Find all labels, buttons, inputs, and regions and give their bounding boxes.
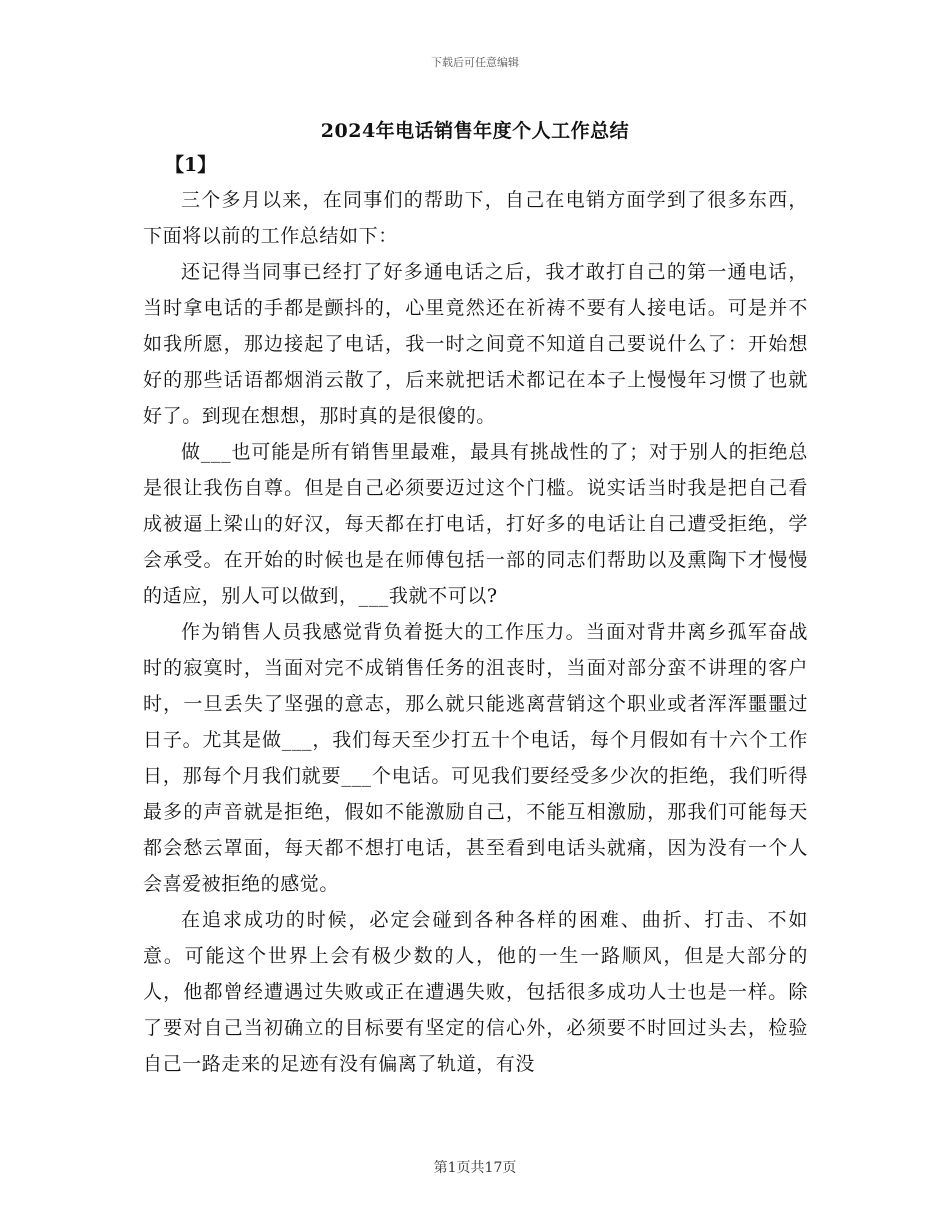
document-body bbox=[143, 182, 808, 1082]
section-marker: 【1】 bbox=[165, 154, 217, 176]
paragraph-5: 在追求成功的时候，必定会碰到各种各样的困难、曲折、打击、不如意。可能这个世界上会有极少数的人，他的一生一路顺风，但是大部分的人，他都曾经遭遇过失败或正在遭遇失败，包括很多成功人士也是一样。除了要对自己当初确立的目标要有坚定的信心外，必须要不时回过头去，检验自己一路走来的足迹有没有偏离了轨道，有没 bbox=[143, 909, 808, 1075]
paragraph-3: 做___也可能是所有销售里最难，最具有挑战性的了；对于别人的拒绝总是很让我伤自尊。但是自己必须要迈过这个门槛。说实话当时我是把自己看成被逼上梁山的好汉，每天都在打电话，打好多的电话让自己遭受拒绝，学会承受。在开始的时候也是在师傅包括一部的同志们帮助以及熏陶下才慢慢的适应，别人可以做到，___我就不可以? bbox=[143, 441, 808, 607]
page-header: 下载后可任意编辑 bbox=[431, 56, 519, 69]
page-footer: 第1页共17页 bbox=[433, 1160, 517, 1176]
paragraph-2: 还记得当同事已经打了好多通电话之后，我才敢打自己的第一通电话，当时拿电话的手都是颤抖的，心里竟然还在祈祷不要有人接电话。可是并不如我所愿，那边接起了电话，我一时之间竟不知道自己要说什么了：开始想好的那些话语都烟消云散了，后来就把话术都记在本子上慢慢年习惯了也就好了。到现在想想，那时真的是很傻的。 bbox=[143, 261, 808, 427]
paragraph-1: 三个多月以来，在同事们的帮助下，自己在电销方面学到了很多东西，下面将以前的工作总结如下： bbox=[143, 189, 808, 247]
paragraph-4: 作为销售人员我感觉背负着挺大的工作压力。当面对背井离乡孤军奋战时的寂寞时，当面对完不成销售任务的沮丧时，当面对部分蛮不讲理的客户时，一旦丢失了坚强的意志，那么就只能逃离营销这个职业或者浑浑噩噩过日子。尤其是做___，我们每天至少打五十个电话，每个月假如有十六个工作日，那每个月我们就要___个电话。可见我们要经受多少次的拒绝，我们听得最多的声音就是拒绝，假如不能激励自己，不能互相激励，那我们可能每天都会愁云罩面，每天都不想打电话，甚至看到电话头就痛，因为没有一个人会喜爱被拒绝的感觉。 bbox=[143, 621, 808, 895]
document-title: 2024年电话销售年度个人工作总结 bbox=[320, 120, 630, 142]
